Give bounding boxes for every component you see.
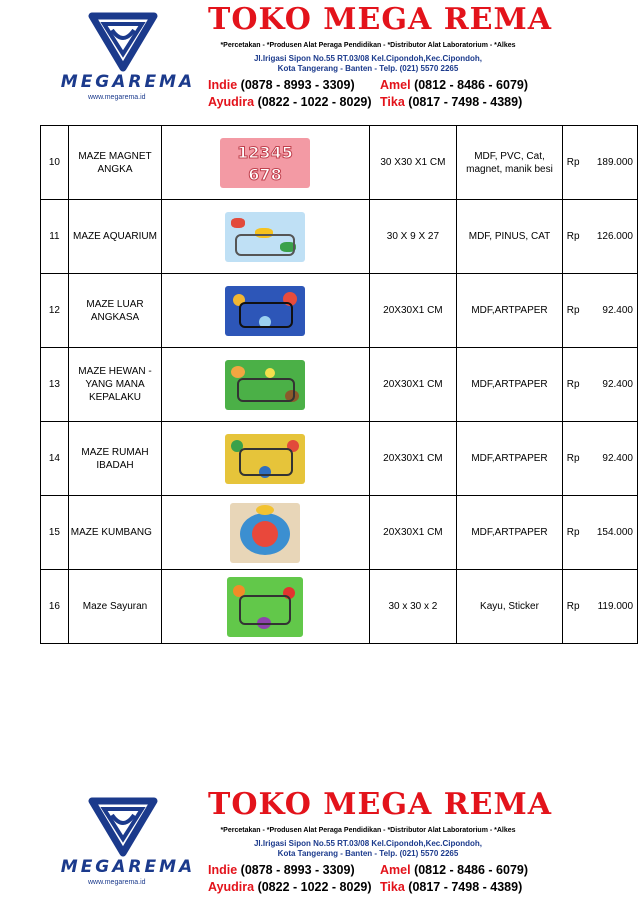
- product-price-cell: [562, 348, 637, 422]
- beetle-maze-image: [230, 503, 300, 563]
- product-image-cell: [162, 348, 369, 422]
- contact-amel: [380, 78, 528, 92]
- contact-ayudira: [208, 95, 372, 109]
- contact-name: Ayudira: [208, 880, 255, 894]
- product-material: MDF,ARTPAPER: [457, 496, 562, 570]
- address-line-1: Jl.Irigasi Sipon No.55 RT.03/08 Kel.Cipondoh,Kec.Cipondoh,: [253, 839, 483, 848]
- product-material: Kayu, Sticker: [457, 570, 562, 644]
- product-price: 92.400: [602, 379, 633, 390]
- contact-amel: [380, 863, 528, 877]
- contact-name: Tika: [380, 880, 405, 894]
- product-name: MAZE RUMAH IBADAH: [68, 422, 161, 496]
- address-line-2: Kota Tangerang - Banten - Telp. (021) 5570 2265: [277, 64, 459, 73]
- table-row: [41, 200, 638, 274]
- letterhead-top: [0, 0, 638, 115]
- space-maze-image: [225, 286, 305, 336]
- product-size: 20X30X1 CM: [369, 496, 457, 570]
- table-row: [41, 274, 638, 348]
- product-table: [40, 125, 638, 644]
- animal-maze-image: [225, 360, 305, 410]
- product-name: MAZE AQUARIUM: [68, 200, 161, 274]
- contact-indie: [208, 78, 355, 92]
- product-material: MDF, PVC, Cat, magnet, manik besi: [457, 126, 562, 200]
- row-number: 15: [41, 496, 69, 570]
- product-material: MDF,ARTPAPER: [457, 274, 562, 348]
- tagline: *Percetakan - *Produsen Alat Peraga Pendidikan - *Distributor Alat Laboratorium - *Alkes: [220, 42, 516, 49]
- number-maze-image: [220, 138, 310, 188]
- website-text: www.megarema.id: [88, 879, 146, 886]
- currency: Rp: [566, 157, 580, 168]
- product-price: 119.000: [597, 601, 633, 612]
- currency: Rp: [566, 453, 580, 464]
- contact-name: Indie: [208, 863, 238, 877]
- svg-text:678: 678: [248, 164, 283, 184]
- table-row: [41, 570, 638, 644]
- shop-title: TOKO MEGA REMA: [208, 2, 552, 37]
- address-line-1: Jl.Irigasi Sipon No.55 RT.03/08 Kel.Cipondoh,Kec.Cipondoh,: [253, 54, 483, 63]
- product-price-cell: [562, 200, 637, 274]
- contact-name: Ayudira: [208, 95, 255, 109]
- megarema-logo: [48, 795, 208, 887]
- product-price-cell: [562, 570, 637, 644]
- product-size: 20X30X1 CM: [369, 274, 457, 348]
- row-number: 10: [41, 126, 69, 200]
- product-name: MAZE HEWAN - YANG MANA KEPALAKU: [68, 348, 161, 422]
- product-price-cell: [562, 274, 637, 348]
- website-text: www.megarema.id: [88, 94, 146, 101]
- row-number: 12: [41, 274, 69, 348]
- row-number: 13: [41, 348, 69, 422]
- contact-phone: (0878 - 8993 - 3309): [240, 863, 355, 877]
- tagline: *Percetakan - *Produsen Alat Peraga Pendidikan - *Distributor Alat Laboratorium - *Alkes: [220, 827, 516, 834]
- contact-tika: [380, 95, 522, 109]
- svg-text:12345: 12345: [237, 142, 294, 162]
- product-name: MAZE MAGNET ANGKA: [68, 126, 161, 200]
- contact-phone: (0822 - 1022 - 8029): [257, 95, 372, 109]
- contact-phone: (0812 - 8486 - 6079): [414, 863, 529, 877]
- currency: Rp: [566, 379, 580, 390]
- contact-phone: (0822 - 1022 - 8029): [257, 880, 372, 894]
- table-row: [41, 496, 638, 570]
- megarema-logo-icon: [88, 10, 158, 72]
- product-price: 126.000: [596, 231, 633, 242]
- vegetable-maze-image: [227, 577, 303, 637]
- product-image-cell: [162, 274, 369, 348]
- product-size: 30 X 9 X 27: [369, 200, 457, 274]
- contact-indie: [208, 863, 355, 877]
- contact-name: Amel: [380, 863, 411, 877]
- table-row: [41, 422, 638, 496]
- currency: Rp: [566, 231, 580, 242]
- product-price: 92.400: [602, 305, 633, 316]
- contact-ayudira: [208, 880, 372, 894]
- table-row: [41, 348, 638, 422]
- product-image-cell: [162, 126, 369, 200]
- product-material: MDF,ARTPAPER: [457, 422, 562, 496]
- megarema-logo: [48, 10, 208, 102]
- contact-name: Tika: [380, 95, 405, 109]
- product-price-cell: [562, 126, 637, 200]
- row-number: 16: [41, 570, 69, 644]
- aquarium-maze-image: [225, 212, 305, 262]
- row-number: 11: [41, 200, 69, 274]
- product-image-cell: [162, 422, 369, 496]
- product-name: MAZE LUAR ANGKASA: [68, 274, 161, 348]
- product-material: MDF, PINUS, CAT: [457, 200, 562, 274]
- product-price-cell: [562, 496, 637, 570]
- row-number: 14: [41, 422, 69, 496]
- megarema-logo-icon: [88, 795, 158, 857]
- product-size: 30 x 30 x 2: [369, 570, 457, 644]
- table-row: [41, 126, 638, 200]
- worship-maze-image: [225, 434, 305, 484]
- product-size: 30 X30 X1 CM: [369, 126, 457, 200]
- product-image-cell: [162, 496, 369, 570]
- contact-name: Amel: [380, 78, 411, 92]
- product-size: 20X30X1 CM: [369, 348, 457, 422]
- product-material: MDF,ARTPAPER: [457, 348, 562, 422]
- brand-name: MEGAREMA: [60, 857, 196, 877]
- currency: Rp: [566, 601, 580, 612]
- product-image-cell: [162, 570, 369, 644]
- currency: Rp: [566, 305, 580, 316]
- product-image-cell: [162, 200, 369, 274]
- product-price-cell: [562, 422, 637, 496]
- product-price: 189.000: [596, 157, 633, 168]
- contact-phone: (0817 - 7498 - 4389): [408, 95, 523, 109]
- currency: Rp: [566, 527, 580, 538]
- product-size: 20X30X1 CM: [369, 422, 457, 496]
- number-maze-icon: [220, 138, 310, 188]
- brand-name: MEGAREMA: [60, 72, 196, 92]
- shop-title: TOKO MEGA REMA: [208, 787, 552, 822]
- address-line-2: Kota Tangerang - Banten - Telp. (021) 5570 2265: [277, 849, 459, 858]
- contact-phone: (0878 - 8993 - 3309): [240, 78, 355, 92]
- product-name: MAZE KUMBANG: [68, 496, 161, 570]
- contact-name: Indie: [208, 78, 238, 92]
- contact-phone: (0817 - 7498 - 4389): [408, 880, 523, 894]
- letterhead-bottom: [0, 785, 638, 900]
- product-price: 154.000: [596, 527, 633, 538]
- contact-phone: (0812 - 8486 - 6079): [414, 78, 529, 92]
- product-name: Maze Sayuran: [68, 570, 161, 644]
- contact-tika: [380, 880, 522, 894]
- product-price: 92.400: [602, 453, 633, 464]
